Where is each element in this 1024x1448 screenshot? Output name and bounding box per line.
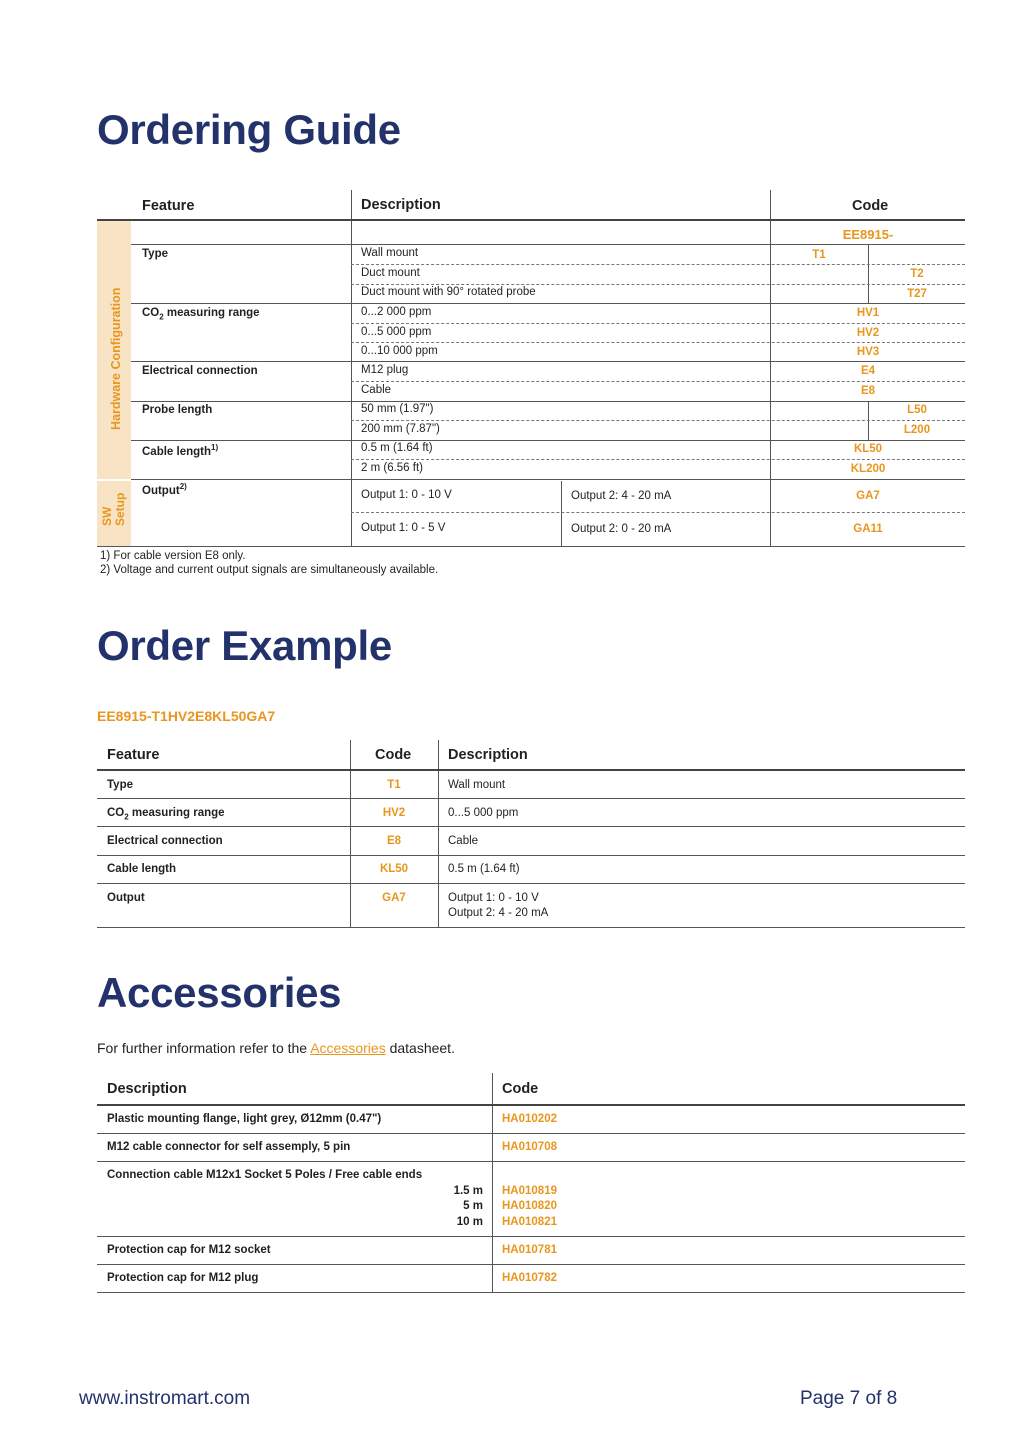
sidebar-sw-label: SW Setup (100, 492, 127, 526)
example-row-type-desc: Wall mount (448, 779, 506, 791)
example-row-output-code: GA7 (382, 892, 406, 904)
order-example-code: EE8915-T1HV2E8KL50GA7 (97, 708, 276, 724)
base-code: EE8915- (842, 227, 894, 242)
accessories-header-description: Description (107, 1081, 187, 1097)
desc-50mm: 50 mm (1.97") (361, 403, 434, 415)
accessory-cable-code-1: HA010819 (502, 1185, 557, 1197)
accessory-cable-desc: Connection cable M12x1 Socket 5 Poles / Free cable ends (107, 1169, 423, 1181)
feature-type: Type (142, 248, 168, 260)
order-example-title: Order Example (97, 622, 392, 669)
example-row-type-code: T1 (387, 779, 401, 791)
code-hv1: HV1 (856, 307, 880, 319)
accessory-connector-code: HA010708 (502, 1141, 557, 1153)
accessories-intro: For further information refer to the Accessories datasheet. (97, 1040, 455, 1056)
accessory-cable-length-1: 1.5 m (453, 1185, 483, 1197)
accessory-cap-plug-code: HA010782 (502, 1272, 557, 1284)
footnote-1: 1) For cable version E8 only. (100, 550, 246, 562)
code-kl200: KL200 (850, 463, 886, 475)
desc-duct-mount: Duct mount (361, 267, 420, 279)
header-description: Description (361, 197, 441, 213)
accessory-flange-code: HA010202 (502, 1113, 557, 1125)
desc-200mm: 200 mm (7.87") (361, 423, 440, 435)
header-feature: Feature (142, 198, 195, 214)
code-l50: L50 (907, 404, 927, 416)
example-header-feature: Feature (107, 747, 160, 763)
feature-probe-length: Probe length (142, 404, 213, 416)
example-row-co2-code: HV2 (382, 807, 406, 819)
example-row-co2-feature: $CO_2$ measuring range (107, 807, 225, 822)
code-hv2: HV2 (856, 327, 880, 339)
desc-wall-mount: Wall mount (361, 247, 419, 259)
accessory-cable-length-3: 10 m (456, 1216, 483, 1228)
code-ga7: GA7 (856, 490, 880, 502)
accessory-cap-socket-desc: Protection cap for M12 socket (107, 1244, 271, 1256)
footnote-2: 2) Voltage and current output signals are simultaneously available. (100, 564, 439, 576)
code-t1: T1 (812, 249, 826, 261)
example-row-electrical-desc: Cable (448, 835, 479, 847)
accessory-flange-desc: Plastic mounting flange, light grey, Ø12mm (0.47") (107, 1113, 382, 1125)
feature-cable-length: Cable length$^{1)}$ (142, 443, 219, 458)
example-header-description: Description (448, 747, 528, 763)
desc-co2-5000: 0...5 000 ppm (361, 326, 432, 338)
example-row-type-feature: Type (107, 779, 133, 791)
sidebar-hardware-label: Hardware Configuration (109, 287, 123, 430)
example-row-output-desc: Output 1: 0 - 10 V (448, 892, 539, 904)
accessory-cap-socket-code: HA010781 (502, 1244, 557, 1256)
desc-2m: 2 m (6.56 ft) (361, 462, 423, 474)
desc-output1-5v: Output 1: 0 - 5 V (361, 522, 446, 534)
accessories-title: Accessories (97, 969, 342, 1016)
desc-co2-10000: 0...10 000 ppm (361, 345, 438, 357)
code-e8: E8 (860, 385, 876, 397)
example-row-electrical-code: E8 (386, 835, 402, 847)
desc-cable: Cable (361, 384, 392, 396)
code-l200: L200 (903, 424, 931, 436)
example-header-code: Code (375, 747, 412, 763)
desc-0-5m: 0.5 m (1.64 ft) (361, 442, 433, 454)
footer-website[interactable]: www.instromart.com (79, 1388, 251, 1409)
code-e4: E4 (860, 365, 876, 377)
accessory-cap-plug-desc: Protection cap for M12 plug (107, 1272, 259, 1284)
desc-m12-plug: M12 plug (361, 364, 409, 376)
accessory-connector-desc: M12 cable connector for self assempl​y, 5 pin (107, 1141, 351, 1153)
accessory-cable-code-2: HA010820 (502, 1200, 557, 1212)
feature-output: Output$^{2)}$ (142, 482, 187, 497)
accessories-datasheet-link[interactable]: Accessories (310, 1040, 386, 1056)
footer-page-number: Page 7 of 8 (800, 1388, 898, 1409)
code-t2: T2 (910, 268, 924, 280)
code-kl50: KL50 (853, 443, 883, 455)
example-row-output-feature: Output (107, 892, 145, 904)
example-row-electrical-feature: Electrical connection (107, 835, 223, 847)
example-row-cable-desc: 0.5 m (1.64 ft) (448, 863, 520, 875)
accessory-cable-code-3: HA010821 (502, 1216, 557, 1228)
feature-electrical: Electrical connection (142, 365, 258, 377)
desc-output2-4-20ma: Output 2: 4 - 20 mA (571, 490, 672, 502)
accessory-cable-length-2: 5 m (463, 1200, 483, 1212)
feature-co2-range: $CO_2$ measuring range (142, 307, 260, 322)
desc-co2-2000: 0...2 000 ppm (361, 306, 432, 318)
accessories-header-code: Code (502, 1081, 539, 1097)
desc-output1-10v: Output 1: 0 - 10 V (361, 489, 452, 501)
example-row-output-desc2: Output 2: 4 - 20 mA (448, 907, 549, 919)
desc-output2-0-20ma: Output 2: 0 - 20 mA (571, 523, 672, 535)
code-ga11: GA11 (853, 523, 883, 535)
example-row-cable-code: KL50 (379, 863, 409, 875)
code-t27: T27 (907, 288, 927, 300)
example-row-cable-feature: Cable length (107, 863, 177, 875)
code-hv3: HV3 (856, 346, 880, 358)
desc-duct-mount-rotated: Duct mount with 90° rotated probe (361, 286, 536, 298)
header-code: Code (852, 198, 889, 214)
ordering-guide-title: Ordering Guide (97, 106, 401, 153)
example-row-co2-desc: 0...5 000 ppm (448, 807, 519, 819)
